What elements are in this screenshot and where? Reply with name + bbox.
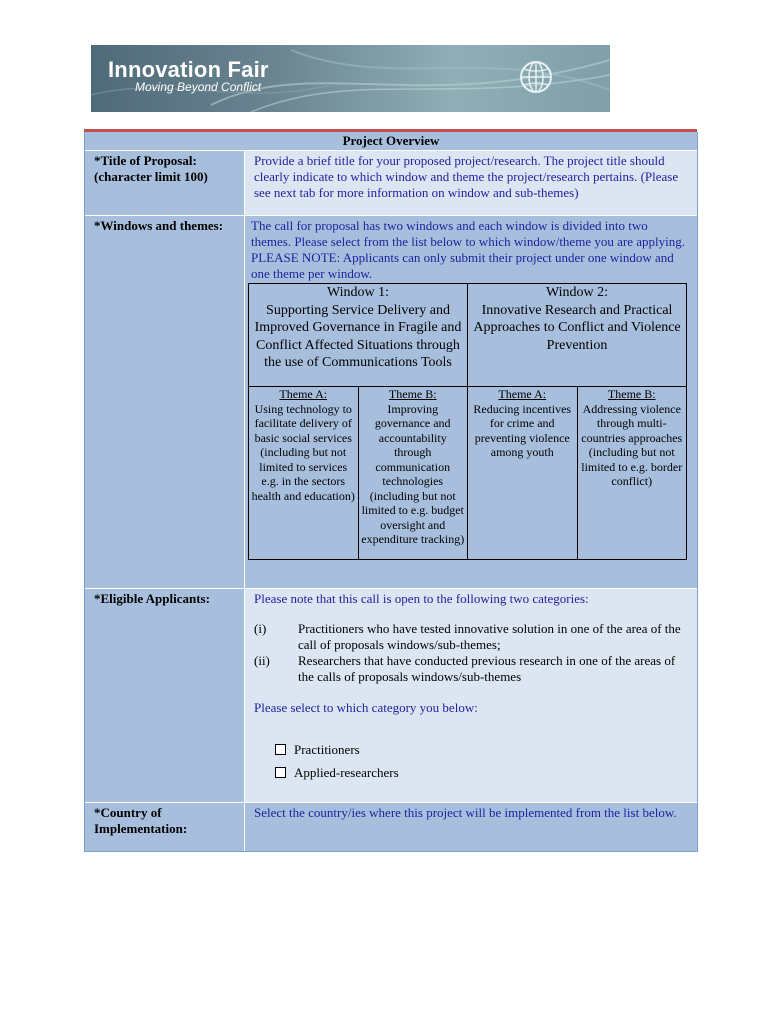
category-list <box>254 621 689 685</box>
eligible-row <box>85 589 697 803</box>
eligible-label: *Eligible Applicants: <box>85 589 245 802</box>
checkbox-icon[interactable] <box>275 767 286 778</box>
window-1-description: Supporting Service Delivery and Improved Governance in Fragile and Conflict Affected Situations through the use of Communications Tools <box>254 302 462 370</box>
option-label: Practitioners <box>294 741 360 757</box>
window-2-description: Innovative Research and Practical Approaches to Conflict and Violence Prevention <box>473 302 681 353</box>
theme-text: Addressing violence through multi-countries approaches (including but not limited to e.g. border conflict) <box>581 401 683 488</box>
eligible-content <box>245 589 697 802</box>
applied-researchers-option[interactable] <box>275 761 689 784</box>
category-text: Researchers that have conducted previous research in one of the areas of the calls of proposals windows/sub-themes <box>298 653 676 684</box>
windows-row <box>85 216 697 589</box>
category-text: Practitioners who have tested innovative solution in one of the area of the call of proposals windows/sub-themes; <box>298 621 681 652</box>
category-options <box>254 738 689 784</box>
window-1-title: Window 1: <box>326 285 390 300</box>
window-2-cell[interactable] <box>468 284 687 387</box>
practitioners-option[interactable] <box>275 738 689 761</box>
title-input-area[interactable]: Provide a brief title for your proposed project/research. The project title should clearly indicate to which window and theme the project/research pertains. (Please see next tab for more information on window and sub-themes) <box>245 151 697 215</box>
theme-text: Using technology to facilitate delivery of basic social services (including but not limited to services e.g. in the sectors health and education) <box>251 401 355 503</box>
category-number: (i) <box>254 621 267 636</box>
title-label: *Title of Proposal: (character limit 100) <box>85 151 245 215</box>
windows-label: *Windows and themes: <box>85 216 245 588</box>
eligible-intro: Please note that this call is open to the following two categories: <box>254 591 589 606</box>
window-1-cell[interactable] <box>249 284 468 387</box>
banner-title: Innovation Fair <box>108 57 269 82</box>
list-item <box>254 653 689 685</box>
theme-name: Theme A: <box>279 387 328 401</box>
window-2-theme-b-cell[interactable] <box>577 387 687 560</box>
window-2-theme-a-cell[interactable] <box>468 387 578 560</box>
window-2-title: Window 2: <box>545 285 609 300</box>
windows-content <box>245 216 697 588</box>
category-number: (ii) <box>254 653 270 668</box>
window-1-theme-a-cell[interactable] <box>249 387 359 560</box>
country-input-area[interactable]: Select the country/ies where this project will be implemented from the list below. <box>245 803 697 851</box>
banner-subtitle: Moving Beyond Conflict <box>135 80 262 94</box>
theme-text: Improving governance and accountability through communication technologies (including but not limited to e.g. budget oversight and expenditure tracking) <box>361 401 465 546</box>
theme-name: Theme B: <box>607 387 656 401</box>
banner <box>91 45 610 112</box>
title-row <box>85 151 697 216</box>
country-row <box>85 803 697 851</box>
project-overview-form <box>84 132 698 852</box>
windows-instructions: The call for proposal has two windows and each window is divided into two themes. Please select from the list below to which window/theme you are applying. PLEASE NOTE: Applicants can only submit their project under one window and one theme per window. <box>251 218 685 281</box>
checkbox-icon[interactable] <box>275 744 286 755</box>
globe-icon <box>518 59 554 95</box>
country-label: *Country of Implementation: <box>85 803 245 851</box>
theme-name: Theme B: <box>388 387 437 401</box>
select-prompt: Please select to which category you below: <box>254 700 478 715</box>
windows-table <box>248 283 687 560</box>
theme-text: Reducing incentives for crime and preventing violence among youth <box>473 401 572 459</box>
window-1-theme-b-cell[interactable] <box>358 387 468 560</box>
option-label: Applied-researchers <box>294 764 399 780</box>
theme-name: Theme A: <box>498 387 547 401</box>
list-item <box>254 621 689 653</box>
form-header: Project Overview <box>85 132 697 151</box>
